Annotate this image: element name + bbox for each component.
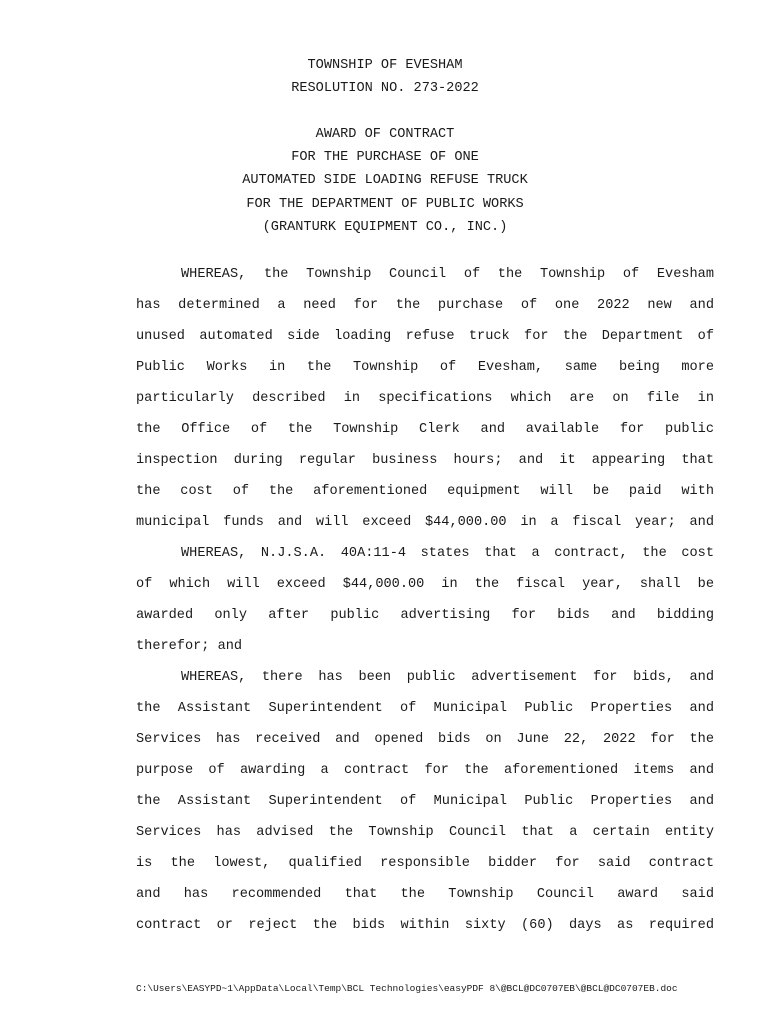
body-line: WHEREAS, the Township Council of the Township of Evesham xyxy=(181,267,714,282)
body-line: and has recommended that the Township Council award said xyxy=(136,887,714,902)
body-line: Public Works in the Township of Evesham, same being more xyxy=(136,360,714,375)
township-heading: TOWNSHIP OF EVESHAM xyxy=(307,58,463,73)
body-line: WHEREAS, N.J.S.A. 40A:11-4 states that a contract, the cost xyxy=(181,546,714,561)
title-line-5: (GRANTURK EQUIPMENT CO., INC.) xyxy=(262,220,508,235)
body-line: contract or reject the bids within sixty (60) days as required xyxy=(136,918,714,933)
body-line: municipal funds and will exceed $44,000.00 in a fiscal year; and xyxy=(136,515,714,530)
title-line-1: AWARD OF CONTRACT xyxy=(315,127,455,142)
body-line: purpose of awarding a contract for the aforementioned items and xyxy=(136,763,714,778)
body-line: the Assistant Superintendent of Municipal Public Properties and xyxy=(136,701,714,716)
resolution-number: RESOLUTION NO. 273-2022 xyxy=(291,81,479,96)
body-line: is the lowest, qualified responsible bidder for said contract xyxy=(136,856,714,871)
title-line-4: FOR THE DEPARTMENT OF PUBLIC WORKS xyxy=(246,197,524,212)
body-line: Services has received and opened bids on June 22, 2022 for the xyxy=(136,732,714,747)
body-line: the Office of the Township Clerk and available for public xyxy=(136,422,714,437)
body-line: inspection during regular business hours; and it appearing that xyxy=(136,453,714,468)
body-line: WHEREAS, there has been public advertisement for bids, and xyxy=(181,670,714,685)
body-line: unused automated side loading refuse truck for the Department of xyxy=(136,329,714,344)
body-line: Services has advised the Township Council that a certain entity xyxy=(136,825,714,840)
title-line-3: AUTOMATED SIDE LOADING REFUSE TRUCK xyxy=(242,173,528,188)
body-line: particularly described in specifications which are on file in xyxy=(136,391,714,406)
body-line: has determined a need for the purchase of one 2022 new and xyxy=(136,298,714,313)
body-line: the Assistant Superintendent of Municipal Public Properties and xyxy=(136,794,714,809)
body-line: therefor; and xyxy=(136,639,243,654)
body-line: the cost of the aforementioned equipment will be paid with xyxy=(136,484,714,499)
file-path-footer: C:\Users\EASYPD~1\AppData\Local\Temp\BCL Technologies\easyPDF 8\@BCL@DC0707EB\@BCL@DC0707EB.doc xyxy=(136,983,678,994)
body-line: awarded only after public advertising for bids and bidding xyxy=(136,608,714,623)
title-line-2: FOR THE PURCHASE OF ONE xyxy=(291,150,479,165)
body-line: of which will exceed $44,000.00 in the fiscal year, shall be xyxy=(136,577,714,592)
